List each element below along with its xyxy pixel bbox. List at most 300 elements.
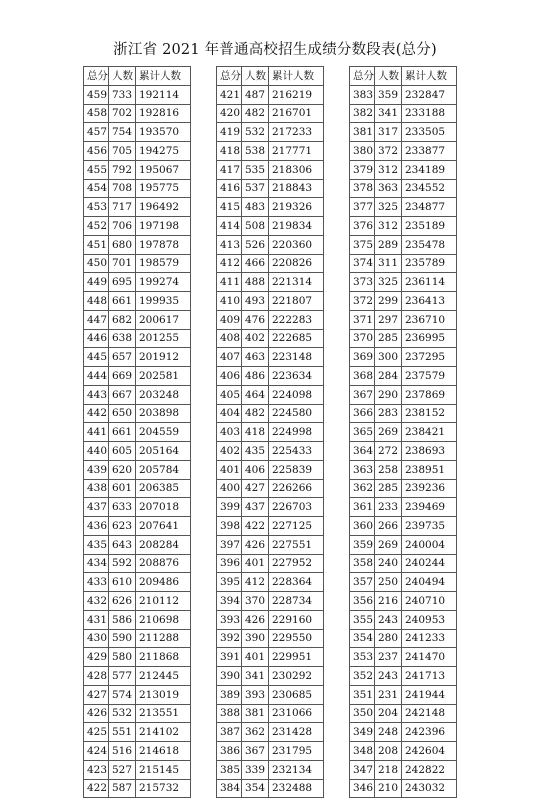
cell-count: 695 [109, 273, 136, 292]
cell-score: 376 [350, 217, 375, 236]
table-row [84, 760, 191, 779]
cell-cumulative: 192114 [136, 85, 191, 104]
cell-score: 402 [217, 442, 242, 461]
cell-cumulative: 242148 [402, 704, 457, 723]
table-row [84, 704, 191, 723]
cell-score: 436 [84, 517, 109, 536]
table-row [84, 460, 191, 479]
cell-cumulative: 238421 [402, 423, 457, 442]
header-score: 总分 [84, 67, 109, 86]
cell-score: 439 [84, 460, 109, 479]
cell-score: 384 [217, 779, 242, 798]
table-row [217, 479, 324, 498]
cell-score: 452 [84, 217, 109, 236]
cell-count: 605 [109, 442, 136, 461]
cell-cumulative: 202581 [136, 367, 191, 386]
table-row [350, 423, 457, 442]
cell-score: 381 [350, 123, 375, 142]
cell-score: 420 [217, 104, 242, 123]
cell-count: 482 [242, 104, 269, 123]
table-row [217, 723, 324, 742]
cell-score: 380 [350, 142, 375, 161]
table-row [84, 592, 191, 611]
cell-cumulative: 217771 [269, 142, 324, 161]
cell-score: 408 [217, 329, 242, 348]
cell-score: 424 [84, 742, 109, 761]
table-row [350, 385, 457, 404]
cell-cumulative: 238693 [402, 442, 457, 461]
header-cumulative: 累计人数 [136, 67, 191, 86]
cell-score: 404 [217, 404, 242, 423]
cell-score: 398 [217, 517, 242, 536]
cell-score: 412 [217, 254, 242, 273]
table-row [217, 85, 324, 104]
cell-cumulative: 192816 [136, 104, 191, 123]
cell-score: 446 [84, 329, 109, 348]
header-count: 人数 [242, 67, 269, 86]
cell-score: 443 [84, 385, 109, 404]
cell-count: 240 [375, 554, 402, 573]
table-row [84, 348, 191, 367]
cell-cumulative: 221314 [269, 273, 324, 292]
cell-cumulative: 197878 [136, 235, 191, 254]
cell-count: 435 [242, 442, 269, 461]
cell-cumulative: 243032 [402, 779, 457, 798]
cell-count: 669 [109, 367, 136, 386]
cell-score: 432 [84, 592, 109, 611]
cell-cumulative: 232488 [269, 779, 324, 798]
cell-cumulative: 232134 [269, 760, 324, 779]
cell-count: 717 [109, 198, 136, 217]
cell-cumulative: 241470 [402, 648, 457, 667]
cell-cumulative: 220360 [269, 235, 324, 254]
table-row [84, 742, 191, 761]
cell-count: 216 [375, 592, 402, 611]
cell-count: 650 [109, 404, 136, 423]
cell-count: 325 [375, 273, 402, 292]
cell-score: 395 [217, 573, 242, 592]
cell-score: 394 [217, 592, 242, 611]
table-row [84, 179, 191, 198]
cell-cumulative: 195067 [136, 160, 191, 179]
score-table-1 [83, 66, 191, 798]
cell-score: 447 [84, 310, 109, 329]
cell-score: 391 [217, 648, 242, 667]
cell-cumulative: 205784 [136, 460, 191, 479]
cell-cumulative: 204559 [136, 423, 191, 442]
cell-score: 430 [84, 629, 109, 648]
table-row [217, 292, 324, 311]
cell-count: 437 [242, 498, 269, 517]
cell-count: 754 [109, 123, 136, 142]
table-row [350, 610, 457, 629]
cell-count: 289 [375, 235, 402, 254]
cell-cumulative: 199935 [136, 292, 191, 311]
cell-count: 341 [242, 667, 269, 686]
table-row [350, 479, 457, 498]
table-row [84, 404, 191, 423]
cell-count: 626 [109, 592, 136, 611]
cell-count: 269 [375, 423, 402, 442]
page-title: 浙江省 2021 年普通高校招生成绩分数段表(总分) [113, 42, 437, 58]
table-row [84, 367, 191, 386]
cell-cumulative: 237869 [402, 385, 457, 404]
cell-count: 623 [109, 517, 136, 536]
cell-cumulative: 218306 [269, 160, 324, 179]
cell-count: 363 [375, 179, 402, 198]
table-row [350, 592, 457, 611]
cell-cumulative: 240710 [402, 592, 457, 611]
cell-cumulative: 228734 [269, 592, 324, 611]
cell-count: 283 [375, 404, 402, 423]
table-row [84, 442, 191, 461]
cell-score: 422 [84, 779, 109, 798]
table-row [217, 310, 324, 329]
score-table-3 [349, 66, 457, 798]
cell-count: 300 [375, 348, 402, 367]
table-row [350, 685, 457, 704]
table-row [350, 310, 457, 329]
cell-cumulative: 224580 [269, 404, 324, 423]
cell-count: 620 [109, 460, 136, 479]
cell-count: 312 [375, 160, 402, 179]
cell-score: 455 [84, 160, 109, 179]
cell-score: 429 [84, 648, 109, 667]
cell-cumulative: 235189 [402, 217, 457, 236]
table-row [217, 554, 324, 573]
cell-cumulative: 241233 [402, 629, 457, 648]
cell-count: 393 [242, 685, 269, 704]
cell-cumulative: 231795 [269, 742, 324, 761]
cell-cumulative: 229550 [269, 629, 324, 648]
cell-count: 354 [242, 779, 269, 798]
cell-count: 426 [242, 535, 269, 554]
cell-cumulative: 231428 [269, 723, 324, 742]
cell-cumulative: 198579 [136, 254, 191, 273]
table-row [350, 554, 457, 573]
cell-cumulative: 227125 [269, 517, 324, 536]
cell-score: 374 [350, 254, 375, 273]
cell-cumulative: 235789 [402, 254, 457, 273]
table-row [217, 573, 324, 592]
table-row [217, 498, 324, 517]
cell-score: 366 [350, 404, 375, 423]
table-row [217, 517, 324, 536]
cell-count: 708 [109, 179, 136, 198]
table-row [217, 329, 324, 348]
table-row [217, 685, 324, 704]
cell-count: 667 [109, 385, 136, 404]
table-row [84, 667, 191, 686]
cell-cumulative: 213019 [136, 685, 191, 704]
cell-cumulative: 207641 [136, 517, 191, 536]
cell-score: 377 [350, 198, 375, 217]
table-row [84, 479, 191, 498]
cell-count: 210 [375, 779, 402, 798]
cell-score: 352 [350, 667, 375, 686]
cell-count: 311 [375, 254, 402, 273]
cell-cumulative: 203898 [136, 404, 191, 423]
table-row [84, 685, 191, 704]
cell-cumulative: 229951 [269, 648, 324, 667]
table-row [217, 254, 324, 273]
table-row [350, 723, 457, 742]
cell-score: 396 [217, 554, 242, 573]
cell-cumulative: 224098 [269, 385, 324, 404]
cell-count: 537 [242, 179, 269, 198]
cell-score: 360 [350, 517, 375, 536]
cell-count: 466 [242, 254, 269, 273]
table-row [217, 142, 324, 161]
table-row [84, 517, 191, 536]
cell-count: 418 [242, 423, 269, 442]
cell-cumulative: 240494 [402, 573, 457, 592]
table-row [84, 648, 191, 667]
cell-score: 405 [217, 385, 242, 404]
cell-count: 526 [242, 235, 269, 254]
cell-cumulative: 208284 [136, 535, 191, 554]
header-cumulative: 累计人数 [402, 67, 457, 86]
table-row [350, 254, 457, 273]
table-row [84, 629, 191, 648]
table-row [84, 123, 191, 142]
cell-score: 399 [217, 498, 242, 517]
cell-score: 355 [350, 610, 375, 629]
cell-cumulative: 220826 [269, 254, 324, 273]
table-row [84, 310, 191, 329]
table-row [350, 104, 457, 123]
cell-cumulative: 241944 [402, 685, 457, 704]
cell-score: 390 [217, 667, 242, 686]
table-row [217, 648, 324, 667]
table-row [350, 123, 457, 142]
cell-score: 370 [350, 329, 375, 348]
cell-cumulative: 216701 [269, 104, 324, 123]
table-row [84, 104, 191, 123]
cell-score: 389 [217, 685, 242, 704]
cell-score: 458 [84, 104, 109, 123]
cell-score: 365 [350, 423, 375, 442]
cell-cumulative: 209486 [136, 573, 191, 592]
cell-score: 400 [217, 479, 242, 498]
cell-count: 339 [242, 760, 269, 779]
cell-score: 427 [84, 685, 109, 704]
table-row [350, 742, 457, 761]
cell-score: 367 [350, 385, 375, 404]
table-row [217, 273, 324, 292]
cell-score: 407 [217, 348, 242, 367]
cell-cumulative: 236114 [402, 273, 457, 292]
cell-score: 361 [350, 498, 375, 517]
cell-cumulative: 236995 [402, 329, 457, 348]
cell-score: 363 [350, 460, 375, 479]
cell-cumulative: 237579 [402, 367, 457, 386]
cell-score: 437 [84, 498, 109, 517]
cell-score: 459 [84, 85, 109, 104]
table-row [350, 142, 457, 161]
table-row [350, 179, 457, 198]
cell-score: 359 [350, 535, 375, 554]
cell-count: 208 [375, 742, 402, 761]
table-row [84, 329, 191, 348]
cell-count: 532 [109, 704, 136, 723]
cell-score: 383 [350, 85, 375, 104]
cell-score: 434 [84, 554, 109, 573]
cell-count: 733 [109, 85, 136, 104]
cell-score: 457 [84, 123, 109, 142]
table-row [217, 385, 324, 404]
cell-count: 601 [109, 479, 136, 498]
cell-count: 426 [242, 610, 269, 629]
table-row [350, 273, 457, 292]
cell-count: 269 [375, 535, 402, 554]
cell-cumulative: 240004 [402, 535, 457, 554]
table-row [350, 367, 457, 386]
table-row [84, 198, 191, 217]
table-row [350, 442, 457, 461]
table-row [350, 160, 457, 179]
table-row [84, 160, 191, 179]
cell-count: 682 [109, 310, 136, 329]
table-row [84, 423, 191, 442]
table-row [217, 104, 324, 123]
cell-score: 397 [217, 535, 242, 554]
cell-cumulative: 201255 [136, 329, 191, 348]
cell-count: 482 [242, 404, 269, 423]
cell-cumulative: 230685 [269, 685, 324, 704]
cell-score: 353 [350, 648, 375, 667]
cell-score: 368 [350, 367, 375, 386]
cell-score: 357 [350, 573, 375, 592]
table-row [217, 742, 324, 761]
table-row [350, 404, 457, 423]
cell-count: 381 [242, 704, 269, 723]
cell-cumulative: 242396 [402, 723, 457, 742]
cell-cumulative: 223148 [269, 348, 324, 367]
cell-count: 204 [375, 704, 402, 723]
cell-count: 250 [375, 573, 402, 592]
table-row [84, 723, 191, 742]
cell-count: 527 [109, 760, 136, 779]
table-row [217, 404, 324, 423]
cell-score: 417 [217, 160, 242, 179]
table-row [350, 535, 457, 554]
cell-count: 661 [109, 423, 136, 442]
cell-score: 371 [350, 310, 375, 329]
cell-cumulative: 211288 [136, 629, 191, 648]
cell-score: 364 [350, 442, 375, 461]
cell-cumulative: 233877 [402, 142, 457, 161]
cell-count: 312 [375, 217, 402, 236]
cell-count: 508 [242, 217, 269, 236]
cell-cumulative: 211868 [136, 648, 191, 667]
cell-count: 483 [242, 198, 269, 217]
cell-count: 243 [375, 610, 402, 629]
header-count: 人数 [375, 67, 402, 86]
cell-cumulative: 203248 [136, 385, 191, 404]
table-row [350, 329, 457, 348]
cell-score: 445 [84, 348, 109, 367]
cell-count: 488 [242, 273, 269, 292]
cell-count: 258 [375, 460, 402, 479]
cell-count: 285 [375, 329, 402, 348]
cell-count: 643 [109, 535, 136, 554]
cell-score: 378 [350, 179, 375, 198]
cell-cumulative: 230292 [269, 667, 324, 686]
cell-score: 416 [217, 179, 242, 198]
cell-score: 358 [350, 554, 375, 573]
table-row [350, 760, 457, 779]
cell-score: 451 [84, 235, 109, 254]
table-row [350, 779, 457, 798]
cell-score: 409 [217, 310, 242, 329]
table-row [217, 629, 324, 648]
cell-cumulative: 234552 [402, 179, 457, 198]
table-row [84, 498, 191, 517]
table-row [350, 217, 457, 236]
cell-score: 413 [217, 235, 242, 254]
cell-count: 487 [242, 85, 269, 104]
cell-score: 375 [350, 235, 375, 254]
table-row [217, 442, 324, 461]
cell-cumulative: 238152 [402, 404, 457, 423]
cell-count: 516 [109, 742, 136, 761]
cell-cumulative: 213551 [136, 704, 191, 723]
cell-count: 412 [242, 573, 269, 592]
cell-count: 633 [109, 498, 136, 517]
cell-count: 284 [375, 367, 402, 386]
cell-cumulative: 194275 [136, 142, 191, 161]
cell-cumulative: 234877 [402, 198, 457, 217]
cell-count: 464 [242, 385, 269, 404]
table-row [84, 535, 191, 554]
table-header-row [84, 67, 191, 86]
table-row [84, 254, 191, 273]
cell-count: 574 [109, 685, 136, 704]
cell-score: 385 [217, 760, 242, 779]
cell-count: 272 [375, 442, 402, 461]
cell-count: 680 [109, 235, 136, 254]
cell-score: 444 [84, 367, 109, 386]
header-count: 人数 [109, 67, 136, 86]
table-row [217, 123, 324, 142]
table-header-row [350, 67, 457, 86]
cell-score: 449 [84, 273, 109, 292]
cell-cumulative: 214618 [136, 742, 191, 761]
table-row [350, 292, 457, 311]
table-row [217, 217, 324, 236]
cell-score: 448 [84, 292, 109, 311]
cell-score: 433 [84, 573, 109, 592]
cell-cumulative: 227952 [269, 554, 324, 573]
table-row [350, 498, 457, 517]
cell-score: 354 [350, 629, 375, 648]
cell-count: 402 [242, 329, 269, 348]
cell-count: 231 [375, 685, 402, 704]
cell-cumulative: 236413 [402, 292, 457, 311]
cell-cumulative: 219326 [269, 198, 324, 217]
cell-count: 657 [109, 348, 136, 367]
cell-cumulative: 210112 [136, 592, 191, 611]
cell-cumulative: 222283 [269, 310, 324, 329]
table-row [350, 648, 457, 667]
cell-score: 410 [217, 292, 242, 311]
cell-cumulative: 200617 [136, 310, 191, 329]
table-row [217, 348, 324, 367]
cell-count: 705 [109, 142, 136, 161]
cell-cumulative: 239735 [402, 517, 457, 536]
cell-score: 441 [84, 423, 109, 442]
